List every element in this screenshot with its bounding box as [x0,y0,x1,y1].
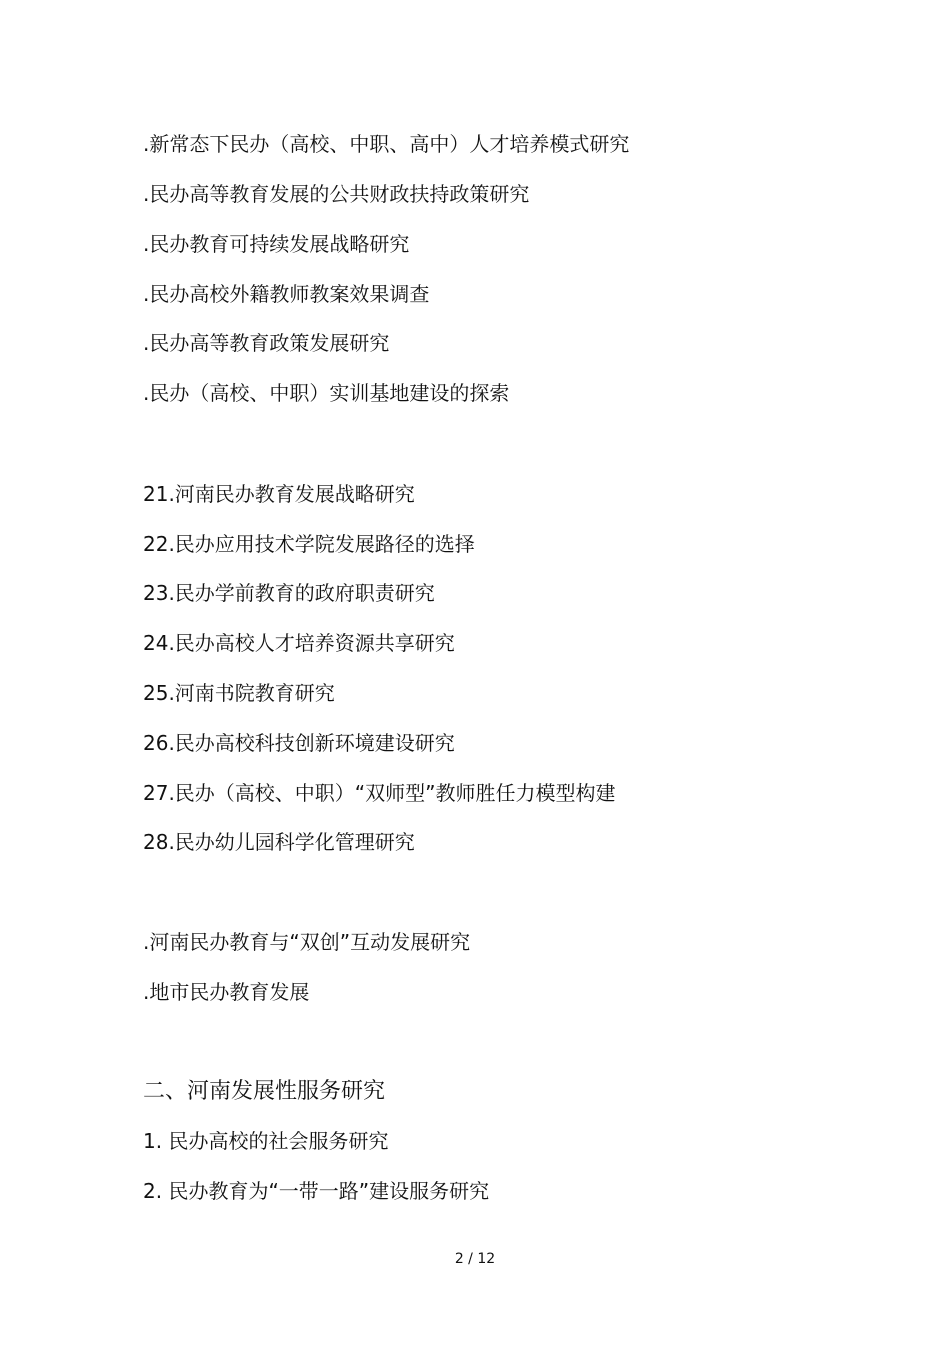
list-item: 26.民办高校科技创新环境建设研究 [143,731,455,755]
list-item: .河南民办教育与“双创”互动发展研究 [143,930,471,954]
list-item: 23.民办学前教育的政府职责研究 [143,581,435,605]
list-item: 21.河南民办教育发展战略研究 [143,482,415,506]
list-item: .民办高校外籍教师教案效果调查 [143,282,430,306]
list-item: 22.民办应用技术学院发展路径的选择 [143,532,475,556]
list-item: .新常态下民办（高校、中职、高中）人才培养模式研究 [143,132,630,156]
list-item: .民办（高校、中职）实训基地建设的探索 [143,381,510,405]
list-item: 28.民办幼儿园科学化管理研究 [143,830,415,854]
page-number: 2 / 12 [454,1251,496,1267]
list-item: .地市民办教育发展 [143,980,310,1004]
section-heading: 二、河南发展性服务研究 [143,1079,386,1104]
list-item: .民办高等教育政策发展研究 [143,331,390,355]
list-item: .民办教育可持续发展战略研究 [143,232,410,256]
list-item: .民办高等教育发展的公共财政扶持政策研究 [143,182,530,206]
section-list-item: 2. 民办教育为“一带一路”建设服务研究 [143,1179,490,1203]
section-list-item: 1. 民办高校的社会服务研究 [143,1129,389,1153]
list-item: 24.民办高校人才培养资源共享研究 [143,631,455,655]
list-item: 25.河南书院教育研究 [143,681,335,705]
list-item: 27.民办（高校、中职）“双师型”教师胜任力模型构建 [143,781,616,805]
